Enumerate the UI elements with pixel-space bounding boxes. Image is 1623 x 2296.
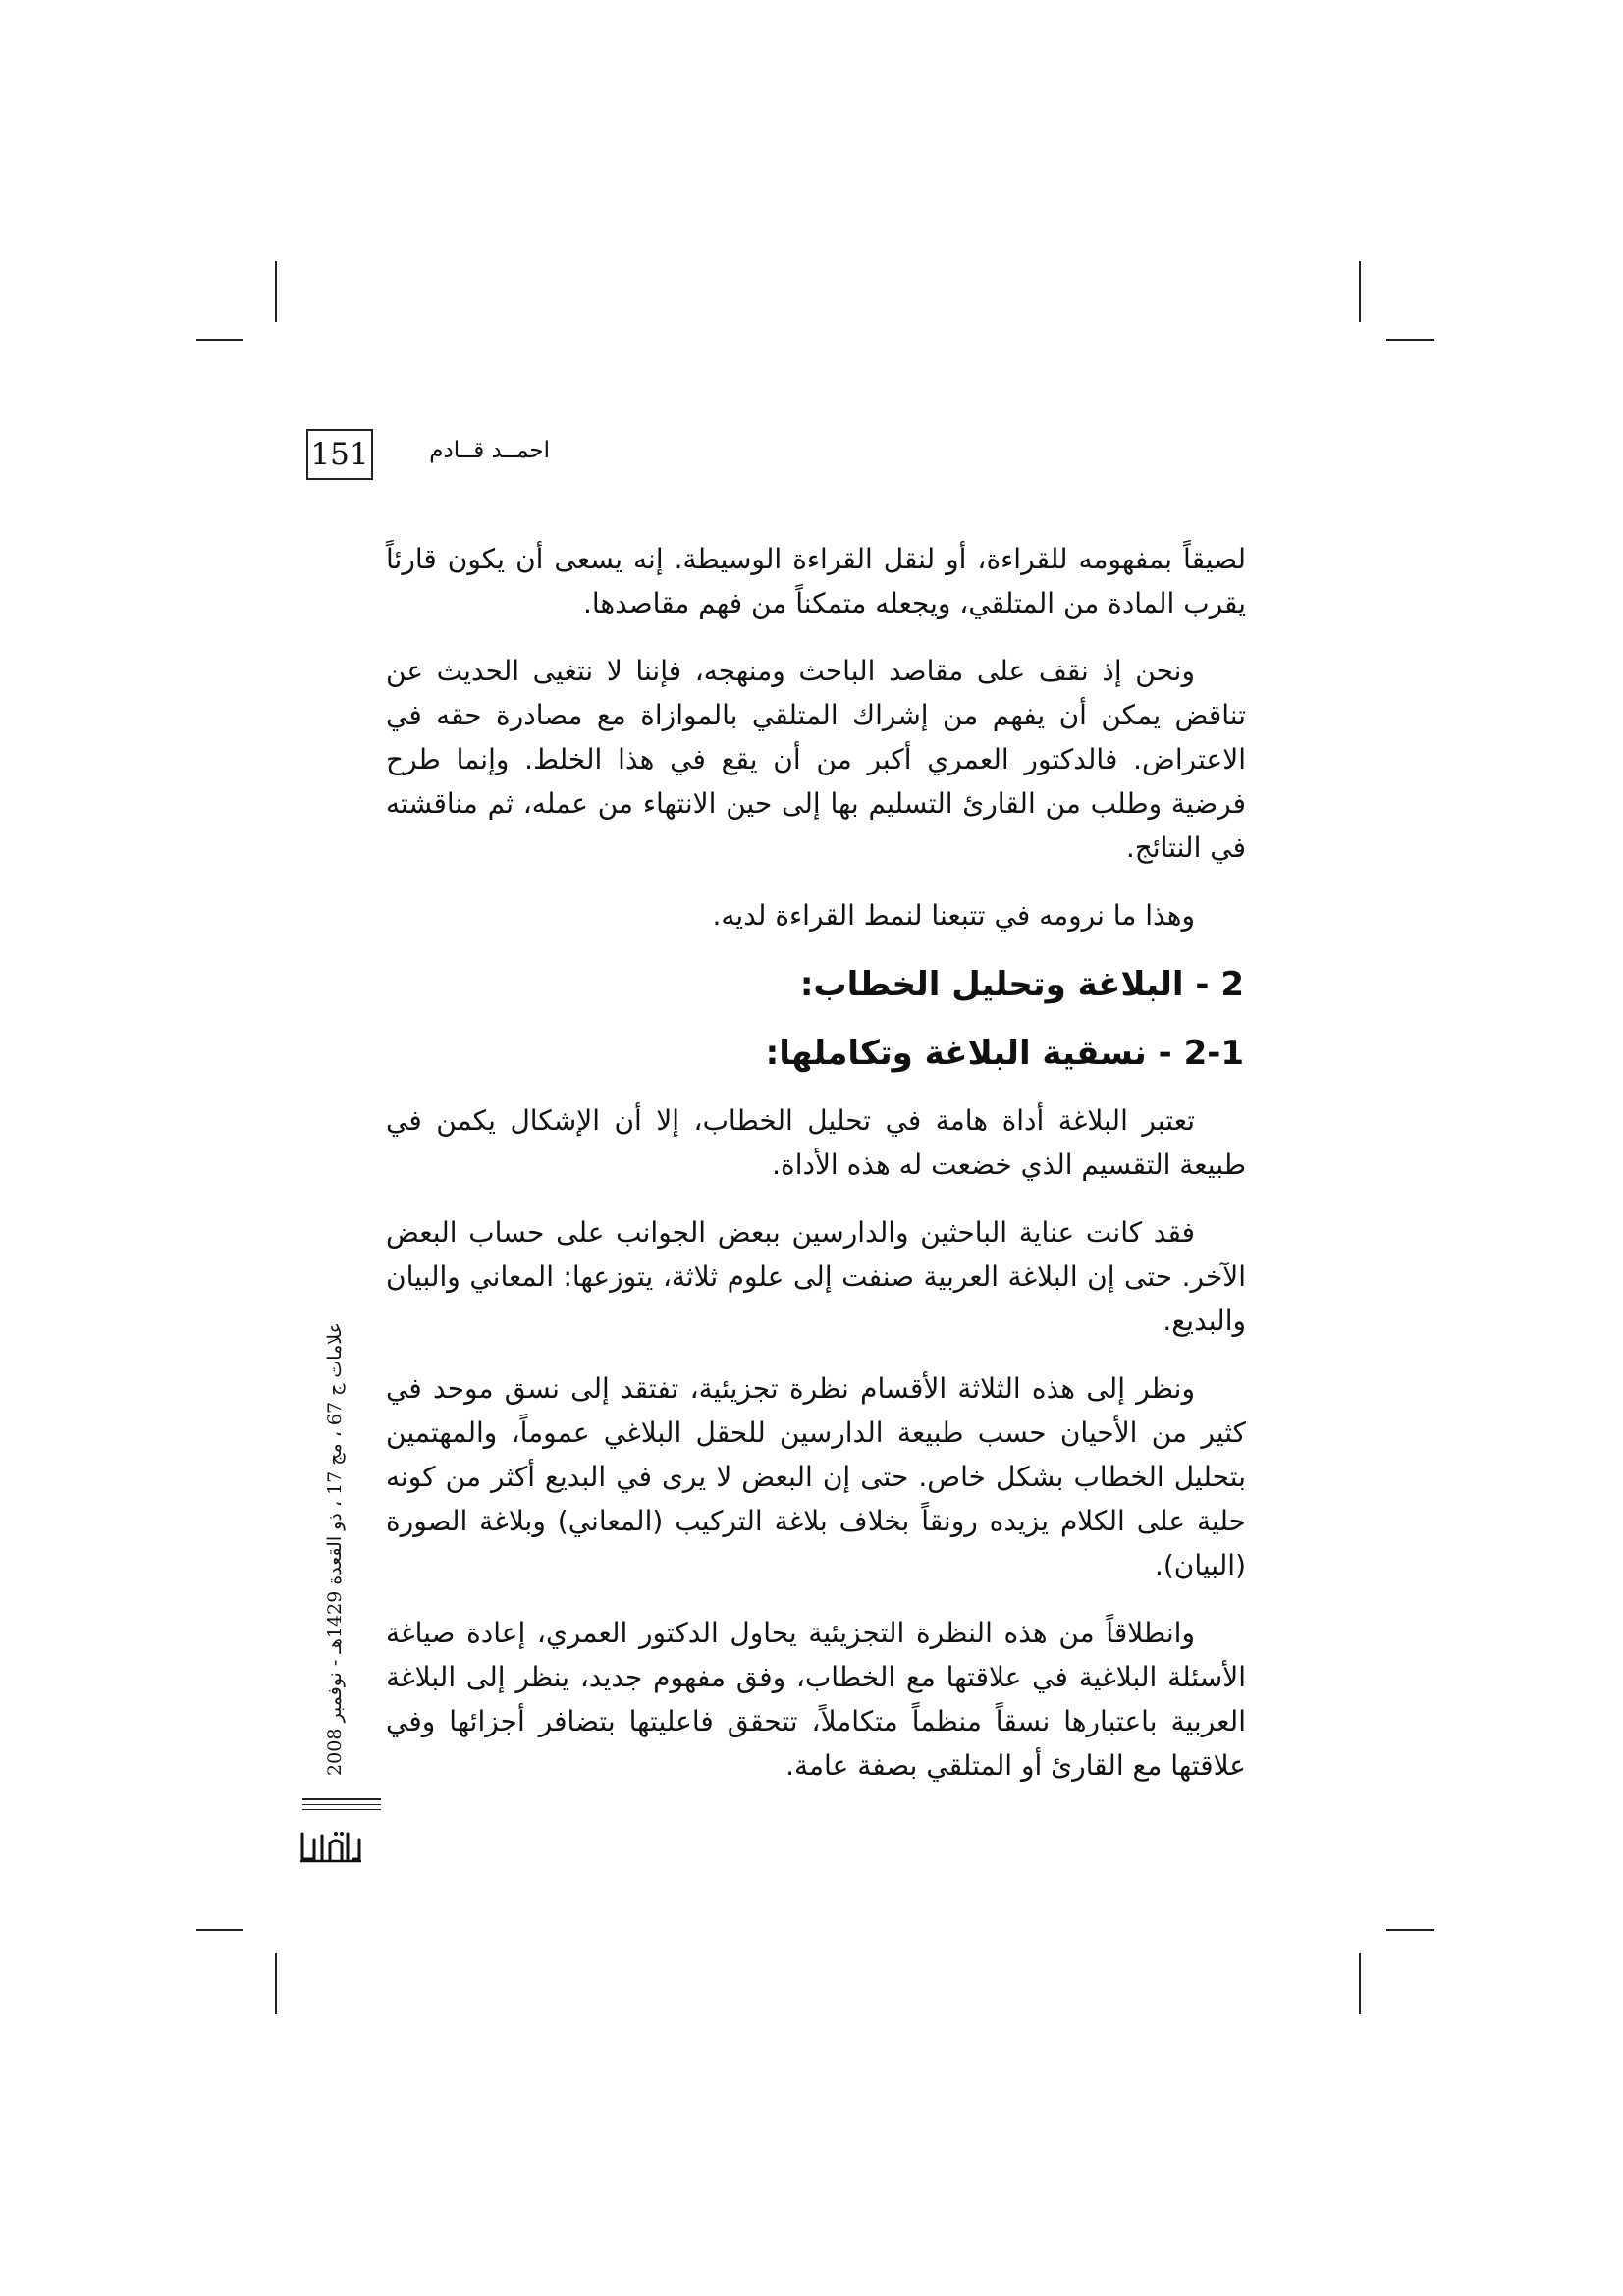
journal-caption <box>320 1306 350 1792</box>
section-heading: 2 - البلاغة وتحليل الخطاب: <box>799 965 1244 1004</box>
paragraph-4: تعتبر البلاغة أداة هامة في تحليل الخطاب، إلا أن الإشكال يكمن في طبيعة التقسيم الذي خضعت له هذه الأداة. <box>386 1104 1246 1181</box>
crop-mark-top-left-h <box>196 339 243 341</box>
paragraph-3: وهذا ما نرومه في تتبعنا لنمط القراءة لديه. <box>712 899 1195 932</box>
margin-rule-3 <box>302 1809 381 1810</box>
crop-mark-bottom-left-h <box>196 1929 243 1931</box>
journal-logo-mark <box>297 1828 365 1867</box>
crop-mark-top-left <box>275 261 277 322</box>
paragraph-2: ونحن إذ نقف على مقاصد الباحث ومنهجه، فإننا لا نتغيى الحديث عن تناقض يمكن أن يفهم من إشراك المتلقي بالموازاة مع مصادرة حقه في الاعتراض. فالدكتور العمري أكبر من أن يقع في هذا الخلط. وإنما طرح فرضية وطلب من القارئ التسليم بها إلى حين الانتهاء من عمله، ثم مناقشته في النتائج. <box>386 655 1246 864</box>
paragraph-7: وانطلاقاً من هذه النظرة التجزيئية يحاول الدكتور العمري، إعادة صياغة الأسئلة البلاغية في علاقتها مع الخطاب، وفق مفهوم جديد، ينظر إلى البلاغة العربية باعتبارها نسقاً منظماً متكاملاً، تتحقق فاعليتها بتضافر أجزائها وفي علاقتها مع القارئ أو المتلقي بصفة عامة. <box>386 1617 1246 1782</box>
crop-mark-top-right <box>1359 261 1361 322</box>
journal-logo <box>297 1828 365 1867</box>
paragraph-5: فقد كانت عناية الباحثين والدارسين ببعض الجوانب على حساب البعض الآخر. حتى إن البلاغة العربية صنفت إلى علوم ثلاثة، يتوزعها: المعاني والبيان والبديع. <box>386 1216 1246 1337</box>
margin-rule-2 <box>302 1804 381 1805</box>
page-number: 151 <box>306 429 373 480</box>
running-head-author: احمــد قــادم <box>429 438 550 463</box>
margin-rule-1 <box>302 1798 381 1800</box>
paragraph-1: لصيقاً بمفهومه للقراءة، أو لنقل القراءة الوسيطة. إنه يسعى أن يكون قارئاً يقرب المادة من المتلقي، ويجعله متمكناً من فهم مقاصدها. <box>386 543 1246 619</box>
paragraph-6: ونظر إلى هذه الثلاثة الأقسام نظرة تجزيئية، تفتقد إلى نسق موحد في كثير من الأحيان حسب طبيعة الدارسين للحقل البلاغي عموماً، والمهتمين بتحليل الخطاب بشكل خاص. حتى إن البعض لا يرى في البديع أكثر من كونه حلية على الكلام يزيده رونقاً بخلاف بلاغة التركيب (المعاني) وبلاغة الصورة (البيان). <box>386 1372 1246 1581</box>
crop-mark-bottom-right-h <box>1386 1929 1434 1931</box>
subsection-heading: 2-1 - نسقية البلاغة وتكاملها: <box>765 1034 1244 1073</box>
crop-mark-bottom-left <box>275 1953 277 2014</box>
crop-mark-top-right-h <box>1386 339 1434 341</box>
crop-mark-bottom-right <box>1359 1953 1361 2014</box>
article-body <box>386 537 1246 1811</box>
journal-caption-text: علامات ج 67 ، مج 17 ، ذو القعدة 1429هـ - نوفمبر 2008 <box>324 1322 346 1776</box>
